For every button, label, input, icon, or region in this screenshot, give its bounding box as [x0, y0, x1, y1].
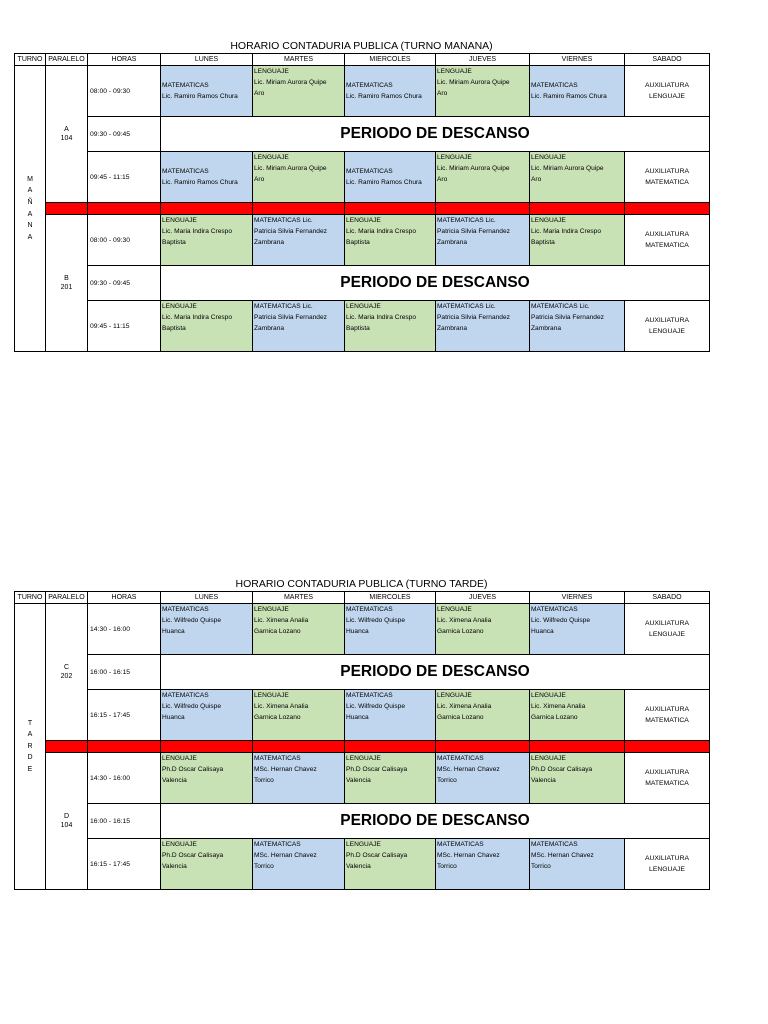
column-header: VIERNES [530, 592, 625, 604]
hora-cell: 08:00 - 09:30 [88, 215, 161, 266]
paralelo-cell [46, 753, 88, 890]
class-cell-lenguaje [436, 690, 530, 741]
column-header: TURNO [15, 54, 46, 66]
class-cell-matematicas [161, 690, 253, 741]
column-header: LUNES [161, 54, 253, 66]
sabado-text: AUXILIATURA MATEMATICA [644, 231, 690, 249]
sabado-cell [625, 152, 710, 203]
column-header: HORAS [88, 54, 161, 66]
separator-cell [161, 203, 253, 215]
sabado-text: AUXILIATURA LENGUAJE [644, 855, 690, 873]
class-cell-matematicas [436, 839, 530, 890]
sabado-text: AUXILIATURA LENGUAJE [644, 317, 690, 335]
header-row [15, 592, 710, 604]
sabado-cell [625, 690, 710, 741]
separator-cell [625, 741, 710, 753]
paralelo-cell [46, 66, 88, 203]
separator-cell [46, 203, 88, 215]
class-text: LENGUAJE Lic. Miriam Aurora Quipe Aro [437, 154, 510, 183]
schedule-table [14, 53, 710, 352]
class-cell-matematicas [161, 152, 253, 203]
class-text: MATEMATICAS Lic. Patricia Silvia Fernandez Zambrana [437, 217, 510, 246]
class-text: MATEMATICAS Lic. Wilfredo Quispe Huanca [531, 606, 590, 635]
class-text: LENGUAJE Ph.D Oscar Calisaya Valencia [162, 755, 224, 784]
class-text: MATEMATICAS Lic. Patricia Silvia Fernandez Zambrana [437, 303, 510, 332]
separator-cell [253, 741, 345, 753]
class-cell-lenguaje [253, 66, 345, 117]
column-header: SABADO [625, 592, 710, 604]
hora-cell: 16:00 - 16:15 [88, 804, 161, 839]
class-row [15, 152, 710, 203]
separator-cell [88, 741, 161, 753]
hora-cell: 08:00 - 09:30 [88, 66, 161, 117]
break-row [15, 117, 710, 152]
class-cell-matematicas [253, 301, 345, 352]
break-row [15, 266, 710, 301]
class-cell-lenguaje [530, 152, 625, 203]
paralelo-cell [46, 215, 88, 352]
class-cell-lenguaje [530, 690, 625, 741]
turno-label: M A Ñ A N A [27, 175, 33, 241]
separator-cell [253, 203, 345, 215]
class-text: LENGUAJE Lic. Miriam Aurora Quipe Aro [437, 68, 510, 97]
sabado-text: AUXILIATURA MATEMATICA [644, 706, 690, 724]
column-header: MIERCOLES [345, 592, 436, 604]
class-text: MATEMATICAS MSc. Hernan Chavez Torrico [254, 755, 317, 784]
sabado-cell [625, 753, 710, 804]
class-text: LENGUAJE Lic. Miriam Aurora Quipe Aro [254, 68, 327, 97]
class-text: LENGUAJE Lic. Miriam Aurora Quipe Aro [531, 154, 604, 183]
class-text: LENGUAJE Ph.D Oscar Calisaya Valencia [531, 755, 593, 784]
separator-cell [436, 203, 530, 215]
hora-cell: 14:30 - 16:00 [88, 753, 161, 804]
schedule-title: HORARIO CONTADURIA PUBLICA (TURNO TARDE) [235, 578, 488, 590]
hora-cell: 16:15 - 17:45 [88, 690, 161, 741]
paralelo-cell [46, 604, 88, 741]
class-text: LENGUAJE Lic. Ximena Analia Garnica Lozano [437, 692, 492, 721]
class-cell-matematicas [345, 152, 436, 203]
turno-label: T A R D E [27, 719, 33, 773]
class-row [15, 66, 710, 117]
class-cell-lenguaje [161, 839, 253, 890]
class-cell-matematicas [530, 66, 625, 117]
class-text: MATEMATICAS Lic. Ramiro Ramos Chura [162, 168, 238, 186]
class-cell-lenguaje [530, 215, 625, 266]
class-cell-lenguaje [436, 152, 530, 203]
sabado-cell [625, 301, 710, 352]
paralelo-label: C 202 [60, 664, 73, 680]
class-cell-matematicas [253, 839, 345, 890]
separator-cell [345, 741, 436, 753]
hora-cell: 09:45 - 11:15 [88, 301, 161, 352]
class-text: LENGUAJE Lic. Maria Indira Crespo Baptista [162, 217, 232, 246]
class-cell-matematicas [436, 301, 530, 352]
column-header: JUEVES [436, 592, 530, 604]
column-header: MARTES [253, 54, 345, 66]
class-text: LENGUAJE Ph.D Oscar Calisaya Valencia [162, 841, 224, 870]
class-cell-lenguaje [345, 301, 436, 352]
class-text: LENGUAJE Lic. Ximena Analia Garnica Lozano [437, 606, 492, 635]
class-text: MATEMATICAS MSc. Hernan Chavez Torrico [437, 755, 500, 784]
paralelo-label: B 201 [60, 275, 73, 291]
schedule-morning [14, 39, 709, 352]
separator-cell [625, 203, 710, 215]
class-cell-matematicas [530, 604, 625, 655]
class-cell-lenguaje [530, 753, 625, 804]
class-text: MATEMATICAS Lic. Wilfredo Quispe Huanca [162, 606, 221, 635]
class-cell-matematicas [436, 753, 530, 804]
class-cell-matematicas [436, 215, 530, 266]
break-banner: PERIODO DE DESCANSO [161, 804, 710, 839]
separator-row [15, 203, 710, 215]
separator-cell [88, 203, 161, 215]
class-row [15, 301, 710, 352]
column-header: SABADO [625, 54, 710, 66]
class-row [15, 839, 710, 890]
break-banner: PERIODO DE DESCANSO [161, 266, 710, 301]
class-cell-matematicas [253, 753, 345, 804]
break-row [15, 655, 710, 690]
sabado-text: AUXILIATURA MATEMATICA [644, 769, 690, 787]
class-cell-lenguaje [161, 753, 253, 804]
class-cell-matematicas [161, 66, 253, 117]
class-text: LENGUAJE Lic. Miriam Aurora Quipe Aro [254, 154, 327, 183]
turno-cell [15, 604, 46, 890]
class-text: LENGUAJE Lic. Ximena Analia Garnica Lozano [254, 606, 309, 635]
class-cell-matematicas [345, 604, 436, 655]
class-cell-matematicas [253, 215, 345, 266]
class-text: MATEMATICAS MSc. Hernan Chavez Torrico [531, 841, 594, 870]
class-cell-lenguaje [436, 66, 530, 117]
separator-cell [436, 741, 530, 753]
header-row [15, 54, 710, 66]
schedule-table [14, 591, 710, 890]
turno-cell [15, 66, 46, 352]
sabado-text: AUXILIATURA LENGUAJE [644, 82, 690, 100]
paralelo-label: A 104 [60, 126, 73, 142]
class-text: MATEMATICAS Lic. Ramiro Ramos Chura [346, 82, 422, 100]
column-header: PARALELO [46, 54, 88, 66]
class-cell-lenguaje [345, 753, 436, 804]
sabado-cell [625, 839, 710, 890]
class-text: LENGUAJE Lic. Ximena Analia Garnica Lozano [254, 692, 309, 721]
class-cell-matematicas [530, 301, 625, 352]
column-header: MIERCOLES [345, 54, 436, 66]
class-text: MATEMATICAS MSc. Hernan Chavez Torrico [254, 841, 317, 870]
class-cell-matematicas [161, 604, 253, 655]
hora-cell: 14:30 - 16:00 [88, 604, 161, 655]
class-cell-lenguaje [253, 152, 345, 203]
class-text: MATEMATICAS Lic. Patricia Silvia Fernandez Zambrana [254, 303, 327, 332]
class-cell-matematicas [345, 690, 436, 741]
class-text: MATEMATICAS Lic. Patricia Silvia Fernandez Zambrana [531, 303, 604, 332]
class-text: MATEMATICAS Lic. Wilfredo Quispe Huanca [346, 606, 405, 635]
class-cell-lenguaje [253, 690, 345, 741]
class-text: MATEMATICAS MSc. Hernan Chavez Torrico [437, 841, 500, 870]
column-header: MARTES [253, 592, 345, 604]
sabado-text: AUXILIATURA LENGUAJE [644, 620, 690, 638]
class-cell-lenguaje [436, 604, 530, 655]
class-cell-matematicas [345, 66, 436, 117]
class-row [15, 690, 710, 741]
column-header: VIERNES [530, 54, 625, 66]
sabado-text: AUXILIATURA MATEMATICA [644, 168, 690, 186]
class-text: MATEMATICAS Lic. Wilfredo Quispe Huanca [162, 692, 221, 721]
class-text: MATEMATICAS Lic. Ramiro Ramos Chura [531, 82, 607, 100]
class-text: LENGUAJE Lic. Maria Indira Crespo Baptista [346, 303, 416, 332]
hora-cell: 09:45 - 11:15 [88, 152, 161, 203]
break-banner: PERIODO DE DESCANSO [161, 655, 710, 690]
class-text: LENGUAJE Lic. Maria Indira Crespo Baptista [531, 217, 601, 246]
column-header: TURNO [15, 592, 46, 604]
class-text: MATEMATICAS Lic. Ramiro Ramos Chura [346, 168, 422, 186]
column-header: HORAS [88, 592, 161, 604]
paralelo-label: D 104 [60, 813, 73, 829]
break-banner: PERIODO DE DESCANSO [161, 117, 710, 152]
sabado-cell [625, 604, 710, 655]
class-cell-lenguaje [161, 215, 253, 266]
class-row [15, 604, 710, 655]
sabado-cell [625, 66, 710, 117]
class-cell-lenguaje [345, 215, 436, 266]
class-row [15, 753, 710, 804]
class-cell-lenguaje [253, 604, 345, 655]
separator-cell [530, 741, 625, 753]
class-cell-matematicas [530, 839, 625, 890]
class-text: MATEMATICAS Lic. Ramiro Ramos Chura [162, 82, 238, 100]
schedule-title: HORARIO CONTADURIA PUBLICA (TURNO MANANA) [230, 40, 493, 52]
class-cell-lenguaje [161, 301, 253, 352]
separator-cell [530, 203, 625, 215]
separator-row [15, 741, 710, 753]
separator-cell [46, 741, 88, 753]
class-text: MATEMATICAS Lic. Patricia Silvia Fernandez Zambrana [254, 217, 327, 246]
schedule-afternoon [14, 577, 709, 890]
column-header: JUEVES [436, 54, 530, 66]
class-text: LENGUAJE Lic. Maria Indira Crespo Baptista [346, 217, 416, 246]
class-text: MATEMATICAS Lic. Wilfredo Quispe Huanca [346, 692, 405, 721]
class-text: LENGUAJE Lic. Ximena Analia Garnica Lozano [531, 692, 586, 721]
class-cell-lenguaje [345, 839, 436, 890]
hora-cell: 09:30 - 09:45 [88, 266, 161, 301]
separator-cell [161, 741, 253, 753]
separator-cell [345, 203, 436, 215]
class-row [15, 215, 710, 266]
class-text: LENGUAJE Ph.D Oscar Calisaya Valencia [346, 841, 408, 870]
hora-cell: 16:00 - 16:15 [88, 655, 161, 690]
break-row [15, 804, 710, 839]
hora-cell: 09:30 - 09:45 [88, 117, 161, 152]
sabado-cell [625, 215, 710, 266]
column-header: LUNES [161, 592, 253, 604]
class-text: LENGUAJE Ph.D Oscar Calisaya Valencia [346, 755, 408, 784]
class-text: LENGUAJE Lic. Maria Indira Crespo Baptista [162, 303, 232, 332]
column-header: PARALELO [46, 592, 88, 604]
hora-cell: 16:15 - 17:45 [88, 839, 161, 890]
